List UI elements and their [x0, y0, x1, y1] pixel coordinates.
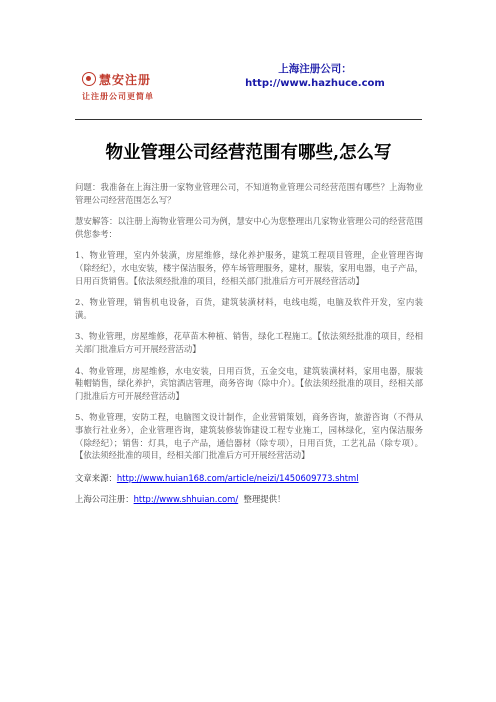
article-body — [75, 181, 423, 515]
question-paragraph: 问题：我准备在上海注册一家物业管理公司，不知道物业管理公司经营范围有哪些？上海物业管理公司经营范围怎么写？ — [75, 182, 423, 205]
scope-item-1: 1、物业管理，室内外装潢，房屋维修，绿化养护服务，建筑工程项目管理，企业管理咨询（除经纪），水电安装，楼宇保洁服务，停车场管理服务，建材，服装，家用电器，电子产品，日用百货销售。【依法须经批准的项目，经相关部门批准后方可开展经营活动】 — [75, 250, 423, 286]
footer-label: 上海公司注册： — [75, 494, 134, 505]
scope-item-3: 3、物业管理，房屋维修，花草苗木种植、销售，绿化工程施工。【依法须经批准的项目，经相关部门批准后方可开展经营活动】 — [75, 331, 423, 354]
source-line — [75, 472, 423, 485]
scope-item-5: 5、物业管理，安防工程，电脑图文设计制作，企业营销策划，商务咨询，旅游咨询（不得从事旅行社业务），企业管理咨询，建筑装修装饰建设工程专业施工，园林绿化，室内保洁服务（除经纪）；销售：灯具，电子产品，通信器材（除专项），日用百货，工艺礼品（除专项）。【依法须经批准的项目，经相关部门批准后方可开展经营活动】 — [75, 412, 423, 461]
logo-name: 慧安注册 — [99, 72, 152, 87]
seal-icon — [82, 72, 96, 86]
footer-line — [75, 493, 423, 506]
source-label: 文章来源： — [75, 472, 117, 483]
page-title: 物业管理公司经营范围有哪些,怎么写 — [105, 143, 392, 163]
header-company-url[interactable]: http://www.hazhuce.com — [245, 78, 385, 89]
source-link[interactable]: http://www.huian168.com/article/neizi/1450609773.shtml — [116, 472, 359, 483]
footer-link[interactable]: http://www.shhuian.com/ — [133, 494, 239, 505]
scope-item-4: 4、物业管理，房屋维修，水电安装，日用百货，五金交电，建筑装潢材料，家用电器，服装鞋帽销售，绿化养护，宾馆酒店管理，商务咨询（除中介）。【依法须经批准的项目，经相关部门批准后方可开展经营活动】 — [75, 365, 423, 401]
answer-intro: 慧安解答：以注册上海物业管理公司为例，慧安中心为您整理出几家物业管理公司的经营范围供您参考： — [75, 216, 423, 239]
scope-item-2: 2、物业管理，销售机电设备，百货，建筑装潢材料，电线电缆，电脑及软件开发，室内装潢。 — [75, 297, 423, 320]
header-contact — [215, 62, 415, 92]
header-divider — [75, 119, 422, 120]
footer-suffix: 整理提供！ — [238, 494, 286, 505]
header-company-line: 上海注册公司： — [278, 63, 352, 75]
huian-logo — [82, 70, 160, 104]
logo-tagline: 让注册公司更简单 — [82, 91, 154, 101]
